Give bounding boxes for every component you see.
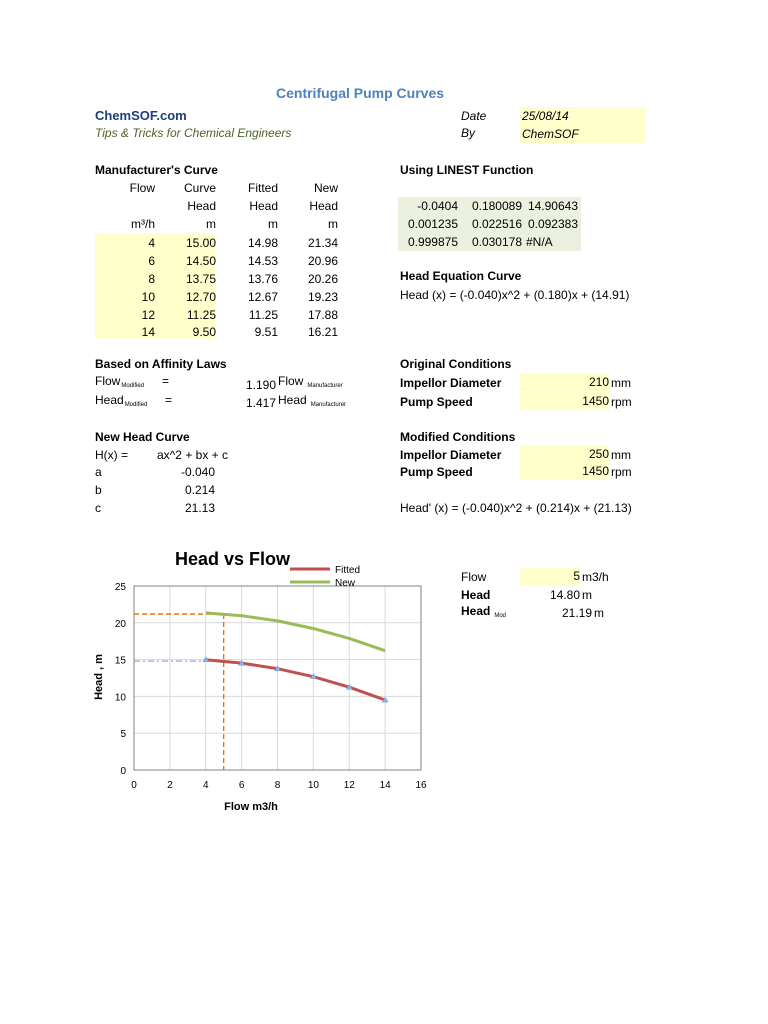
brand-link[interactable]: ChemSOF.com — [95, 108, 187, 123]
flow-cell[interactable]: 14 — [141, 325, 155, 339]
linest-cell: #N/A — [526, 235, 553, 249]
col-fitted-h3: m — [268, 217, 278, 231]
linest-cell: 0.001235 — [407, 217, 458, 231]
manufacturer-table — [95, 234, 340, 342]
modified-diam-unit: mm — [611, 448, 631, 462]
flow-cell[interactable]: 10 — [141, 290, 155, 304]
y-tick-label: 25 — [114, 582, 126, 593]
modified-title: Modified Conditions — [400, 430, 516, 444]
y-tick-label: 5 — [120, 729, 126, 741]
affinity-head-eq: = — [165, 393, 173, 407]
affinity-head-lhs — [95, 392, 147, 408]
x-tick-label: 10 — [307, 780, 319, 791]
new-head-cell: 19.23 — [307, 290, 338, 304]
head-sub: Modified — [124, 402, 148, 408]
col-new-h1: New — [313, 181, 338, 195]
chart-legend — [290, 565, 360, 589]
x-tick-label: 4 — [202, 780, 209, 791]
table-row — [95, 288, 340, 306]
original-diam-input[interactable]: 210 — [520, 373, 609, 391]
linest-cell: 0.999875 — [407, 235, 458, 249]
coef-c-value: 21.13 — [184, 501, 215, 515]
plot-area — [115, 582, 427, 791]
coef-a-label: a — [95, 465, 102, 479]
col-curve-h1: Curve — [183, 181, 216, 195]
x-tick-label: 16 — [415, 780, 427, 791]
new-head-cell: 20.96 — [307, 254, 338, 268]
modified-diam-input[interactable]: 250 — [520, 445, 609, 463]
fitted-series-line — [206, 660, 385, 700]
y-tick-label: 15 — [114, 655, 126, 667]
affinity-flow-lhs — [95, 373, 144, 389]
head-equation: Head (x) = (-0.040)x^2 + (0.180)x + (14.91) — [400, 288, 630, 302]
curve-head-cell[interactable]: 13.75 — [185, 272, 216, 286]
headmod-sub: Mod — [494, 613, 507, 619]
table-row — [95, 270, 340, 288]
date-cell[interactable]: 25/08/14 — [520, 107, 645, 125]
linest-cell: 0.022516 — [471, 217, 522, 231]
col-flow-h1: Flow — [129, 181, 155, 195]
original-speed-unit: rpm — [611, 395, 632, 409]
x-tick-label: 0 — [131, 780, 137, 791]
result-head-unit: m — [582, 588, 592, 602]
x-tick-label: 2 — [167, 780, 173, 791]
curve-head-cell[interactable]: 12.70 — [185, 290, 216, 304]
linest-cell: 0.180089 — [471, 199, 522, 213]
result-headmod-unit: m — [594, 606, 604, 620]
col-new-h3: m — [328, 217, 338, 231]
original-speed-input[interactable]: 1450 — [520, 392, 609, 410]
x-tick-label: 14 — [379, 780, 391, 791]
head-rhs-sub: Manufacturer — [310, 402, 347, 408]
newcurve-title: New Head Curve — [95, 430, 190, 444]
fitted-head-cell: 14.98 — [247, 236, 278, 250]
linest-cell: -0.0404 — [417, 199, 458, 213]
head-equation-title: Head Equation Curve — [400, 269, 522, 283]
original-diam-unit: mm — [611, 376, 631, 390]
newcurve-hx: H(x) = — [95, 448, 128, 462]
coef-b-value: 0.214 — [184, 483, 215, 497]
new-series-line — [206, 613, 385, 651]
affinity-title: Based on Affinity Laws — [95, 357, 227, 371]
head-label: Head — [95, 393, 124, 407]
result-headmod-value: 21.19 — [561, 606, 592, 620]
chart-ylabel: Head , m — [93, 654, 105, 700]
by-label: By — [461, 126, 476, 140]
flow-ratio: 1.190 — [245, 378, 276, 392]
flow-rhs: Flow — [278, 374, 304, 388]
flow-label: Flow — [95, 374, 121, 388]
linest-cell: 0.092383 — [527, 217, 578, 231]
original-speed-label: Pump Speed — [400, 395, 473, 409]
new-head-cell: 16.21 — [307, 325, 338, 339]
result-headmod-label — [461, 603, 506, 619]
coef-a-value: -0.040 — [180, 465, 215, 479]
by-cell[interactable]: ChemSOF — [520, 125, 645, 143]
linest-block — [398, 197, 581, 251]
fitted-head-cell: 11.25 — [248, 308, 278, 322]
flow-cell[interactable]: 12 — [141, 308, 155, 322]
fitted-head-cell: 9.51 — [254, 325, 278, 339]
result-head-label: Head — [461, 588, 491, 602]
y-tick-label: 10 — [114, 692, 126, 704]
page-title: Centrifugal Pump Curves — [276, 85, 445, 101]
legend-fitted-label: Fitted — [335, 565, 361, 576]
manufacturer-title: Manufacturer's Curve — [95, 163, 218, 177]
affinity-flow-rhs — [278, 373, 343, 389]
tagline: Tips & Tricks for Chemical Engineers — [95, 126, 292, 140]
result-flow-input[interactable]: 5 — [520, 568, 580, 585]
flow-cell[interactable]: 4 — [148, 236, 155, 250]
head-ratio: 1.417 — [245, 396, 276, 410]
col-curve-h2: Head — [187, 199, 216, 213]
result-flow-label: Flow — [461, 570, 487, 584]
new-head-cell: 21.34 — [307, 236, 338, 250]
modified-speed-label: Pump Speed — [400, 465, 473, 479]
x-tick-label: 8 — [274, 780, 281, 791]
flow-sub: Modified — [121, 383, 145, 389]
affinity-head-rhs — [278, 392, 346, 408]
chart-title: Head vs Flow — [175, 549, 291, 569]
original-diam-label: Impellor Diameter — [400, 376, 502, 390]
affinity-flow-eq: = — [162, 374, 170, 388]
linest-title: Using LINEST Function — [400, 163, 534, 177]
col-flow-h3: m³/h — [131, 217, 155, 231]
col-new-h2: Head — [309, 199, 338, 213]
original-title: Original Conditions — [400, 357, 512, 371]
legend-new-label: New — [335, 578, 356, 589]
curve-head-cell[interactable]: 9.50 — [192, 325, 216, 339]
table-row — [95, 323, 340, 341]
col-curve-h3: m — [206, 217, 216, 231]
fitted-head-cell: 13.76 — [247, 272, 278, 286]
x-tick-label: 12 — [343, 780, 355, 791]
result-flow-unit: m3/h — [582, 570, 609, 584]
linest-cell: 14.90643 — [527, 199, 578, 213]
head-vs-flow-chart — [85, 540, 445, 820]
table-row — [95, 234, 340, 252]
table-row — [95, 252, 340, 270]
fitted-head-cell: 14.53 — [247, 254, 278, 268]
flow-rhs-sub: Manufacturer — [307, 383, 343, 389]
modified-diam-label: Impellor Diameter — [400, 448, 502, 462]
modified-head-equation: Head' (x) = (-0.040)x^2 + (0.214)x + (21.13) — [400, 501, 632, 515]
y-tick-label: 20 — [114, 618, 126, 630]
result-head-value: 14.80 — [549, 588, 580, 602]
newcurve-expr: ax^2 + bx + c — [157, 448, 229, 462]
col-fitted-h1: Fitted — [247, 181, 278, 195]
coef-c-label: c — [95, 501, 101, 515]
modified-speed-input[interactable]: 1450 — [520, 462, 609, 480]
fitted-head-cell: 12.67 — [247, 290, 278, 304]
flow-cell[interactable]: 8 — [148, 272, 155, 286]
headmod-label: Head — [461, 604, 491, 618]
x-tick-label: 6 — [238, 780, 245, 791]
coef-b-label: b — [95, 483, 102, 497]
new-head-cell: 20.26 — [307, 272, 338, 286]
col-fitted-h2: Head — [249, 199, 278, 213]
curve-head-cell[interactable]: 15.00 — [185, 236, 216, 250]
chart-xlabel: Flow m3/h — [224, 801, 278, 813]
modified-speed-unit: rpm — [611, 465, 632, 479]
y-tick-label: 0 — [120, 766, 126, 777]
new-head-cell: 17.88 — [307, 308, 338, 322]
linest-cell: 0.030178 — [471, 235, 522, 249]
curve-head-cell[interactable]: 14.50 — [185, 254, 216, 268]
flow-cell[interactable]: 6 — [148, 254, 155, 268]
date-label: Date — [461, 109, 487, 123]
table-row — [95, 306, 340, 324]
head-rhs: Head — [278, 393, 307, 407]
curve-head-cell[interactable]: 11.25 — [186, 308, 216, 322]
